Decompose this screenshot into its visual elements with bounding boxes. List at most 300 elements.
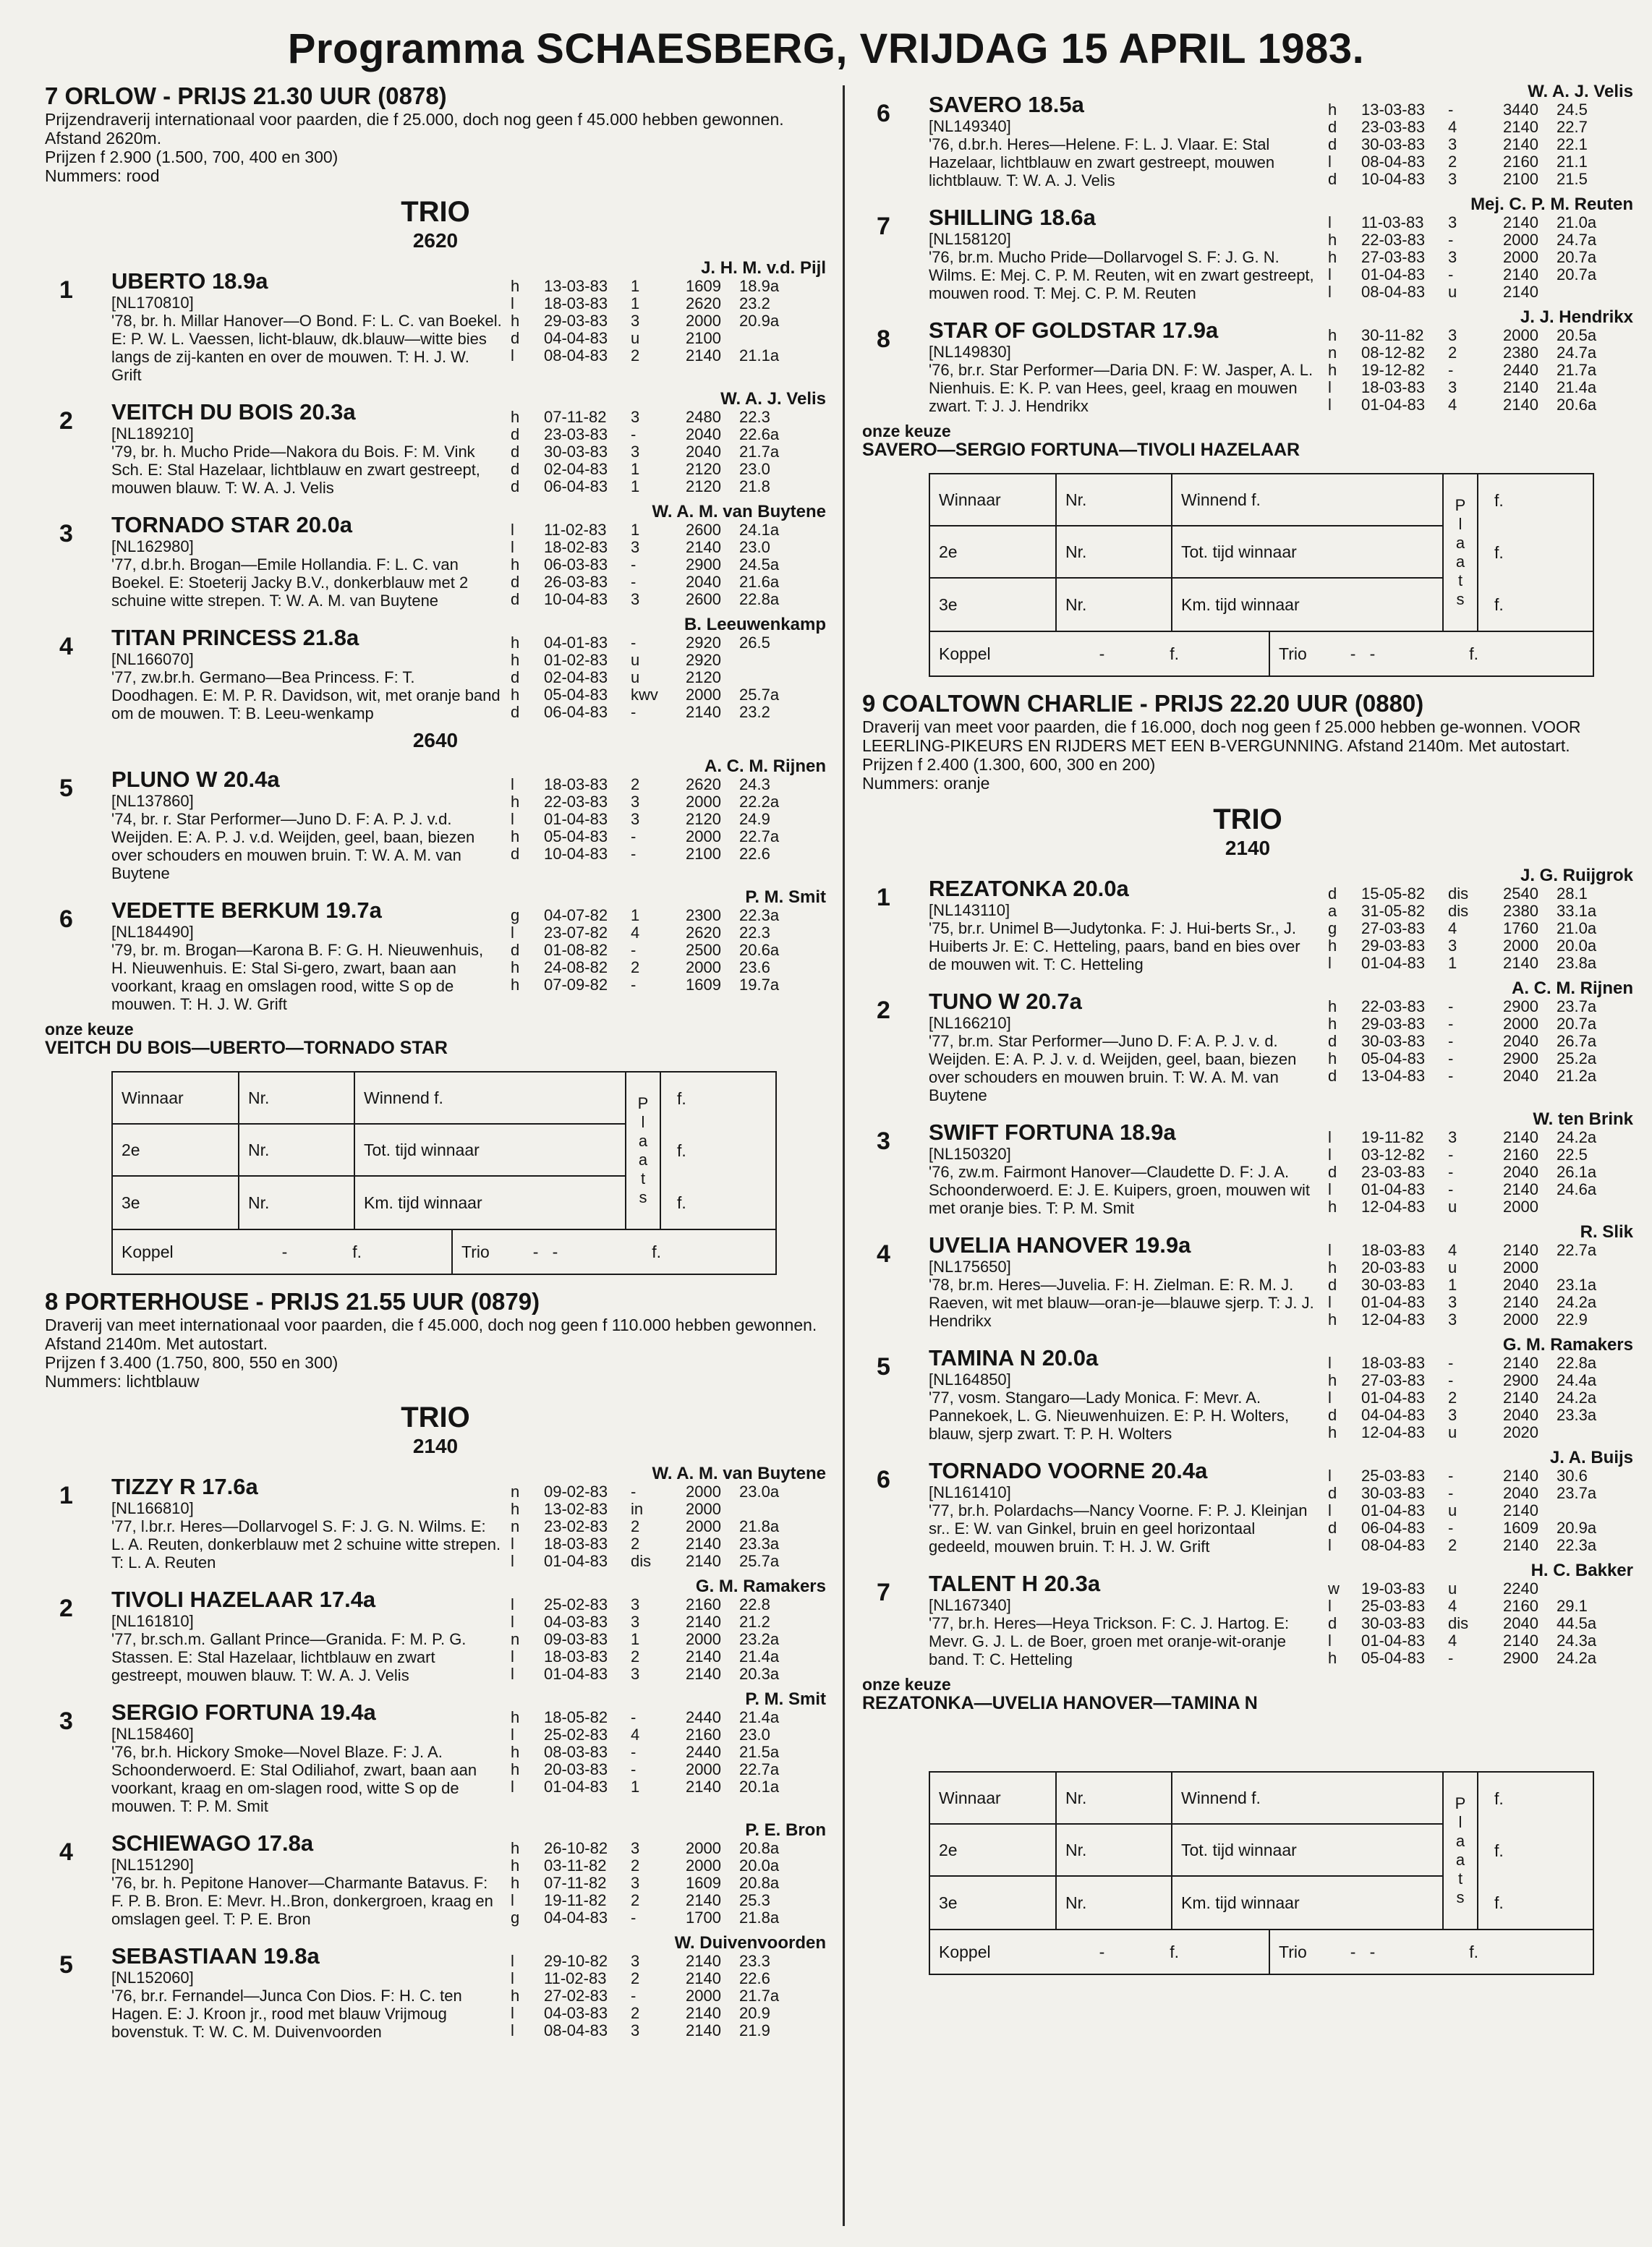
our-choice-pick: REZATONKA—UVELIA HANOVER—TAMINA N bbox=[862, 1693, 1258, 1713]
horse-code: [NL162980] bbox=[111, 537, 194, 555]
km-time bbox=[739, 652, 797, 669]
performance-row bbox=[511, 1909, 826, 1927]
race-conditions: Draverij van meet internationaal voor paarden, die f 45.000, doch nog geen f 110.000 hebben gewonnen. Afstand 2140m. Met autostart. bbox=[45, 1316, 817, 1353]
km-time: 20.3a bbox=[739, 1665, 780, 1683]
performance-row bbox=[1328, 1259, 1633, 1276]
second-label: 2e bbox=[930, 526, 1057, 577]
km-time: 22.3 bbox=[739, 924, 770, 942]
race-distance: 2000 bbox=[686, 1630, 721, 1648]
winner-label: Winnaar bbox=[930, 1773, 1057, 1823]
bet-form-slot bbox=[45, 1071, 826, 1275]
km-time: 29.1 bbox=[1557, 1597, 1588, 1615]
horse-entry bbox=[45, 757, 826, 882]
km-time: 21.2a bbox=[1557, 1067, 1597, 1085]
place-amount-field[interactable]: f. bbox=[1494, 542, 1504, 562]
race-date: 04-04-83 bbox=[544, 1909, 608, 1927]
race-distance: 2160 bbox=[1503, 1146, 1538, 1164]
koppel-field[interactable]: Koppel - f. bbox=[113, 1230, 453, 1274]
track-code: d bbox=[1328, 135, 1337, 153]
race-date: 05-04-83 bbox=[544, 827, 608, 845]
race-date: 30-03-83 bbox=[1361, 1484, 1426, 1502]
km-time: 26.5 bbox=[739, 634, 770, 652]
race-distance: 2440 bbox=[686, 1708, 721, 1726]
track-code: h bbox=[511, 277, 520, 295]
race-distance: 2160 bbox=[686, 1595, 721, 1613]
finish-place: - bbox=[1448, 1032, 1454, 1050]
race-distance: 2140 bbox=[686, 703, 721, 721]
finish-place: 3 bbox=[1448, 937, 1457, 955]
track-code: h bbox=[511, 1856, 520, 1875]
finish-place: - bbox=[631, 703, 636, 721]
performance-row bbox=[511, 1778, 826, 1796]
race-header: 9 COALTOWN CHARLIE - PRIJS 22.20 UUR (0880) bbox=[862, 690, 1424, 717]
horse-description: '77, vosm. Stangaro—Lady Monica. F: Mevr. A. Pannekoek, L. G. Nieuwenhuizen. E: P. H. Wolters, blauw, sjerp zwart. T: P. H. Wolters bbox=[929, 1389, 1290, 1443]
horse-number: 1 bbox=[59, 1482, 73, 1509]
race-distance: 2140 bbox=[686, 1891, 721, 1909]
km-time: 22.7a bbox=[1557, 1241, 1597, 1259]
km-time: 20.8a bbox=[739, 1874, 780, 1892]
performance-row bbox=[1328, 101, 1633, 119]
finish-place: - bbox=[1448, 1484, 1454, 1502]
performance-row bbox=[1328, 920, 1633, 937]
section-heading bbox=[45, 195, 826, 253]
horse-description: '74, br. r. Star Performer—Juno D. F: A. P. J. v.d. Weijden. E: A. P. J. v.d. Weijden, geel, baan, biezen over schouders en mouwen bruin. T: W. A. M. van Buytene bbox=[111, 810, 475, 882]
horse-code: [NL152060] bbox=[111, 1969, 194, 1987]
finish-place: kwv bbox=[631, 686, 658, 704]
track-code: h bbox=[511, 1708, 520, 1726]
koppel-field[interactable]: Koppel - f. bbox=[930, 1930, 1270, 1974]
km-time: 23.2 bbox=[739, 294, 770, 312]
race-distance: 2140 bbox=[686, 1647, 721, 1666]
horse-number: 4 bbox=[59, 633, 73, 660]
horse-description: '77, br.sch.m. Gallant Prince—Granida. F: M. P. G. Stassen. E: Stal Hazelaar, lichtblauw en zwart gestreept, mouwen blauw. T: W. A. J. Velis bbox=[111, 1630, 467, 1684]
finish-place: u bbox=[631, 668, 640, 686]
performance-row bbox=[511, 1518, 826, 1535]
track-code: d bbox=[511, 703, 520, 721]
horse-description: '77, d.br.h. Brogan—Emile Hollandia. F: L. C. van Boekel. E: Stoeterij Jacky B.V., donkerblauw met 2 schuine witte strepen. T: W. A. M. van Buytene bbox=[111, 555, 469, 610]
track-code: h bbox=[1328, 1371, 1337, 1389]
km-time: 24.7a bbox=[1557, 344, 1597, 362]
horse-entry bbox=[862, 1561, 1633, 1668]
finish-place: 1 bbox=[631, 1630, 640, 1648]
race-distance: 2920 bbox=[686, 634, 721, 652]
km-time: 24.3a bbox=[1557, 1632, 1597, 1650]
track-code: l bbox=[1328, 1354, 1332, 1372]
km-time: 22.5 bbox=[1557, 1146, 1588, 1164]
km-time: 23.6 bbox=[739, 958, 770, 976]
trio-field[interactable]: Trio - - f. bbox=[1279, 644, 1479, 663]
horse-name: UVELIA HANOVER 19.9a bbox=[929, 1232, 1191, 1258]
finish-place: 3 bbox=[631, 443, 640, 461]
track-code: l bbox=[1328, 954, 1332, 972]
race-distance: 3440 bbox=[1503, 101, 1538, 119]
race-distance: 2140 bbox=[686, 1613, 721, 1631]
place-amount-field[interactable]: f. bbox=[1494, 1893, 1504, 1912]
km-time: 21.1 bbox=[1557, 153, 1588, 171]
place-amount-field[interactable]: f. bbox=[1494, 1841, 1504, 1860]
performance-row bbox=[511, 652, 826, 669]
horse-entry bbox=[862, 195, 1633, 302]
horse-entry bbox=[45, 1464, 826, 1572]
km-time: 21.1a bbox=[739, 346, 780, 364]
number-field[interactable]: Nr. bbox=[1057, 1773, 1172, 1823]
km-time: 22.3a bbox=[739, 906, 780, 924]
race-distance: 2240 bbox=[1503, 1579, 1538, 1598]
race-date: 27-03-83 bbox=[1361, 919, 1426, 937]
km-time: 30.6 bbox=[1557, 1467, 1588, 1485]
performance-row bbox=[511, 1631, 826, 1648]
finish-place: - bbox=[1448, 231, 1454, 249]
driver-name: J. G. Ruijgrok bbox=[1520, 866, 1633, 885]
number-field[interactable]: Nr. bbox=[239, 1125, 355, 1175]
performance-row bbox=[1328, 1372, 1633, 1389]
track-code: h bbox=[1328, 997, 1337, 1015]
race-date: 06-03-83 bbox=[544, 555, 608, 574]
race-distance: 2120 bbox=[686, 460, 721, 478]
race-distance: 2140 bbox=[1503, 1241, 1538, 1259]
race-distance: 2000 bbox=[1503, 1198, 1538, 1216]
track-code: h bbox=[1328, 248, 1337, 266]
horse-code: [NL158460] bbox=[111, 1725, 194, 1743]
finish-place: 4 bbox=[1448, 396, 1457, 414]
performance-row bbox=[1328, 1311, 1633, 1329]
finish-place: 4 bbox=[1448, 1632, 1457, 1650]
race-distance: 2140 bbox=[686, 2021, 721, 2039]
km-time: 20.8a bbox=[739, 1839, 780, 1857]
race-distance: 2040 bbox=[1503, 1484, 1538, 1502]
bet-form bbox=[111, 1071, 777, 1275]
performance-row bbox=[1328, 153, 1633, 171]
track-code: l bbox=[1328, 213, 1332, 231]
race-date: 15-05-82 bbox=[1361, 884, 1426, 903]
km-time: 21.4a bbox=[1557, 378, 1597, 396]
km-time: 25.7a bbox=[739, 1552, 780, 1570]
track-code: l bbox=[511, 1647, 514, 1666]
km-time: 22.3 bbox=[739, 408, 770, 426]
place-amount-field[interactable]: f. bbox=[1494, 594, 1504, 614]
race-date: 01-04-83 bbox=[1361, 1632, 1426, 1650]
horse-code: [NL166210] bbox=[929, 1014, 1011, 1032]
track-code: h bbox=[511, 827, 520, 845]
performance-row bbox=[1328, 231, 1633, 249]
finish-place: u bbox=[1448, 1501, 1457, 1519]
race-date: 08-03-83 bbox=[544, 1743, 608, 1761]
race-distance: 2000 bbox=[686, 827, 721, 845]
race-header: 7 ORLOW - PRIJS 21.30 UUR (0878) bbox=[45, 82, 447, 109]
place-amount-field[interactable]: f. bbox=[1494, 490, 1504, 510]
km-time: 22.1 bbox=[1557, 135, 1588, 153]
number-field[interactable]: Nr. bbox=[1057, 474, 1172, 525]
horse-code: [NL137860] bbox=[111, 792, 194, 810]
trio-field[interactable]: Trio - - f. bbox=[461, 1242, 662, 1261]
km-time: 20.9a bbox=[1557, 1519, 1597, 1537]
performance-row bbox=[511, 409, 826, 426]
race-date: 03-12-82 bbox=[1361, 1146, 1426, 1164]
horse-entry bbox=[862, 1336, 1633, 1443]
race-distance: 2380 bbox=[1503, 902, 1538, 920]
performance-row bbox=[1328, 119, 1633, 136]
track-code: l bbox=[511, 1969, 514, 1987]
finish-place: - bbox=[631, 1708, 636, 1726]
finish-place: 2 bbox=[631, 958, 640, 976]
number-field[interactable]: Nr. bbox=[239, 1177, 355, 1229]
race-distance: 2140 bbox=[1503, 283, 1538, 301]
race-distance: 2160 bbox=[686, 1726, 721, 1744]
km-time: 20.1a bbox=[739, 1778, 780, 1796]
performance-row bbox=[511, 704, 826, 721]
horse-name: PLUNO W 20.4a bbox=[111, 767, 280, 792]
km-time-field[interactable]: Km. tijd winnaar bbox=[1172, 1877, 1444, 1929]
km-time: 23.7a bbox=[1557, 1484, 1597, 1502]
race-distance: 2000 bbox=[686, 1760, 721, 1778]
finish-place: 2 bbox=[1448, 153, 1457, 171]
place-amount-field[interactable]: f. bbox=[677, 1140, 686, 1160]
track-code: l bbox=[1328, 1501, 1332, 1519]
horse-number: 6 bbox=[877, 1466, 890, 1493]
horse-code: [NL170810] bbox=[111, 294, 194, 312]
performance-row bbox=[511, 574, 826, 591]
track-code: l bbox=[511, 1613, 514, 1631]
number-field[interactable]: Nr. bbox=[1057, 1825, 1172, 1875]
win-amount-field[interactable]: Winnend f. bbox=[1172, 1773, 1444, 1823]
finish-place: 2 bbox=[1448, 1536, 1457, 1554]
finish-place: 3 bbox=[1448, 1293, 1457, 1311]
race-distance: 2140 bbox=[686, 1952, 721, 1970]
track-code: h bbox=[1328, 1198, 1337, 1216]
race-date: 23-03-83 bbox=[544, 425, 608, 443]
horse-number: 4 bbox=[877, 1240, 890, 1268]
performance-row bbox=[511, 1648, 826, 1666]
finish-place: dis bbox=[1448, 902, 1469, 920]
race-date: 12-04-83 bbox=[1361, 1423, 1426, 1441]
race-date: 23-07-82 bbox=[544, 924, 608, 942]
race-distance: 2000 bbox=[686, 312, 721, 330]
track-code: d bbox=[1328, 884, 1337, 903]
track-code: l bbox=[1328, 1389, 1332, 1407]
win-amount-field[interactable]: Winnend f. bbox=[355, 1073, 626, 1123]
finish-place: 3 bbox=[1448, 1310, 1457, 1329]
performance-row bbox=[511, 669, 826, 686]
km-time bbox=[1557, 1259, 1614, 1276]
horse-name: TORNADO VOORNE 20.4a bbox=[929, 1458, 1208, 1483]
performance-row bbox=[1328, 362, 1633, 379]
race-prizes: Prijzen f 2.400 (1.300, 600, 300 en 200) bbox=[862, 755, 1156, 774]
number-field[interactable]: Nr. bbox=[1057, 526, 1172, 577]
race-numbers: Nummers: rood bbox=[45, 166, 160, 185]
our-choice bbox=[45, 1020, 826, 1058]
race-distance: 1609 bbox=[686, 277, 721, 295]
race-8-continued bbox=[862, 82, 1633, 677]
finish-place: - bbox=[631, 634, 636, 652]
finish-place: - bbox=[631, 573, 636, 591]
place-amount-field[interactable]: f. bbox=[677, 1088, 686, 1108]
km-time: 25.2a bbox=[1557, 1049, 1597, 1067]
finish-place: 1 bbox=[631, 906, 640, 924]
horse-number: 2 bbox=[59, 1595, 73, 1622]
finish-place: u bbox=[1448, 1423, 1457, 1441]
koppel-field[interactable]: Koppel - f. bbox=[930, 632, 1270, 675]
track-code: a bbox=[1328, 902, 1337, 920]
performance-row bbox=[1328, 1050, 1633, 1067]
km-time-field[interactable]: Km. tijd winnaar bbox=[1172, 579, 1444, 631]
race-date: 01-04-83 bbox=[1361, 265, 1426, 283]
race-distance: 2140 bbox=[686, 346, 721, 364]
race-distance: 2120 bbox=[686, 668, 721, 686]
race-date: 22-03-83 bbox=[1361, 231, 1426, 249]
performance-row bbox=[511, 776, 826, 793]
number-field[interactable]: Nr. bbox=[1057, 1877, 1172, 1929]
place-amount-field[interactable]: f. bbox=[677, 1193, 686, 1212]
race-date: 03-11-82 bbox=[544, 1856, 607, 1875]
race-distance: 2100 bbox=[686, 845, 721, 863]
race-distance: 2000 bbox=[686, 1483, 721, 1501]
track-code: h bbox=[1328, 231, 1337, 249]
km-time: 21.2 bbox=[739, 1613, 770, 1631]
track-code: l bbox=[1328, 1180, 1332, 1198]
total-time-field[interactable]: Tot. tijd winnaar bbox=[1172, 526, 1444, 577]
performance-row bbox=[511, 1761, 826, 1778]
performance-row bbox=[1328, 283, 1633, 301]
km-time: 25.7a bbox=[739, 686, 780, 704]
horse-number: 4 bbox=[59, 1838, 73, 1866]
finish-place: 3 bbox=[631, 1952, 640, 1970]
finish-place: dis bbox=[1448, 1614, 1469, 1632]
horse-name: SHILLING 18.6a bbox=[929, 205, 1096, 230]
race-date: 01-04-83 bbox=[544, 810, 608, 828]
track-code: l bbox=[511, 1778, 514, 1796]
km-time: 20.0a bbox=[739, 1856, 780, 1875]
driver-name: J. A. Buijs bbox=[1549, 1448, 1633, 1467]
driver-name: W. A. J. Velis bbox=[1528, 82, 1633, 101]
race-distance: 2040 bbox=[686, 425, 721, 443]
performance-row bbox=[511, 976, 826, 994]
race-distance: 2900 bbox=[1503, 1049, 1538, 1067]
finish-place: - bbox=[1448, 1163, 1454, 1181]
race-8 bbox=[45, 1288, 826, 2041]
finish-place: 4 bbox=[631, 1726, 640, 1744]
race-date: 08-12-82 bbox=[1361, 344, 1426, 362]
track-code: h bbox=[511, 976, 520, 994]
driver-name: J. H. M. v.d. Pijl bbox=[701, 258, 826, 278]
total-time-field[interactable]: Tot. tijd winnaar bbox=[1172, 1825, 1444, 1875]
km-time bbox=[1557, 1424, 1614, 1441]
place-amount-field[interactable]: f. bbox=[1494, 1788, 1504, 1808]
driver-name: A. C. M. Rijnen bbox=[1512, 978, 1633, 998]
finish-place: 3 bbox=[1448, 170, 1457, 188]
finish-place: 3 bbox=[631, 2021, 640, 2039]
distance-label: 2620 bbox=[412, 229, 459, 252]
driver-name: P. M. Smit bbox=[745, 1689, 826, 1709]
performance-row bbox=[1328, 1015, 1633, 1033]
track-code: h bbox=[511, 1500, 520, 1518]
horse-name: REZATONKA 20.0a bbox=[929, 876, 1129, 901]
race-prizes: Prijzen f 3.400 (1.750, 800, 550 en 300) bbox=[45, 1353, 339, 1372]
track-code: n bbox=[1328, 344, 1337, 362]
km-time: 22.8a bbox=[739, 590, 780, 608]
race-date: 30-03-83 bbox=[1361, 1276, 1426, 1294]
race-date: 01-02-83 bbox=[544, 651, 608, 669]
horse-entry bbox=[45, 1934, 826, 2041]
horse-description: '77, zw.br.h. Germano—Bea Princess. F: T. Doodhagen. E: M. P. R. Davidson, wit, met oranje band om de mouwen. T: B. Leeu-wenkamp bbox=[111, 668, 501, 722]
km-time: 23.0 bbox=[739, 460, 770, 478]
performance-row bbox=[1328, 136, 1633, 153]
horse-name: TIVOLI HAZELAAR 17.4a bbox=[111, 1587, 376, 1612]
race-distance: 2140 bbox=[1503, 1536, 1538, 1554]
number-field[interactable]: Nr. bbox=[1057, 579, 1172, 631]
number-field[interactable]: Nr. bbox=[239, 1073, 355, 1123]
race-distance: 2300 bbox=[686, 906, 721, 924]
track-code: d bbox=[511, 590, 520, 608]
race-distance: 1609 bbox=[686, 976, 721, 994]
race-date: 26-10-82 bbox=[544, 1839, 608, 1857]
race-distance: 2600 bbox=[686, 521, 721, 539]
race-date: 27-02-83 bbox=[544, 1987, 608, 2005]
race-date: 23-02-83 bbox=[544, 1517, 608, 1535]
horse-entry bbox=[862, 308, 1633, 415]
performance-row bbox=[1328, 1242, 1633, 1259]
track-code: h bbox=[511, 555, 520, 574]
finish-place: 2 bbox=[1448, 1389, 1457, 1407]
performance-row bbox=[511, 686, 826, 704]
race-date: 25-03-83 bbox=[1361, 1467, 1426, 1485]
track-code: h bbox=[511, 686, 520, 704]
km-time bbox=[1557, 1502, 1614, 1519]
finish-place: - bbox=[1448, 1180, 1454, 1198]
km-time: 23.2 bbox=[739, 703, 770, 721]
performance-row bbox=[511, 2022, 826, 2039]
driver-name: B. Leeuwenkamp bbox=[684, 615, 826, 634]
win-amount-field[interactable]: Winnend f. bbox=[1172, 474, 1444, 525]
performance-row bbox=[1328, 1467, 1633, 1485]
trio-field[interactable]: Trio - - f. bbox=[1279, 1942, 1479, 1961]
km-time-field[interactable]: Km. tijd winnaar bbox=[355, 1177, 626, 1229]
finish-place: - bbox=[1448, 1067, 1454, 1085]
finish-place: - bbox=[631, 1909, 636, 1927]
race-date: 01-04-83 bbox=[1361, 1293, 1426, 1311]
track-code: h bbox=[1328, 101, 1337, 119]
km-time: 23.0 bbox=[739, 538, 770, 556]
race-distance: 2480 bbox=[686, 408, 721, 426]
finish-place: - bbox=[631, 425, 636, 443]
race-date: 04-07-82 bbox=[544, 906, 608, 924]
our-choice-label: onze keuze bbox=[862, 1675, 951, 1694]
performance-row bbox=[511, 278, 826, 295]
track-code: h bbox=[1328, 1649, 1337, 1667]
track-code: l bbox=[1328, 1241, 1332, 1259]
track-code: l bbox=[511, 1535, 514, 1553]
horse-list bbox=[862, 866, 1633, 1668]
finish-place: 1 bbox=[631, 277, 640, 295]
km-time: 22.6a bbox=[739, 425, 780, 443]
race-date: 18-03-83 bbox=[544, 1647, 608, 1666]
km-time bbox=[739, 1501, 797, 1518]
race-date: 30-03-83 bbox=[1361, 1614, 1426, 1632]
our-choice-label: onze keuze bbox=[862, 422, 951, 440]
finish-place: dis bbox=[631, 1552, 652, 1570]
total-time-field[interactable]: Tot. tijd winnaar bbox=[355, 1125, 626, 1175]
race-distance: 2620 bbox=[686, 924, 721, 942]
horse-entry bbox=[45, 1577, 826, 1684]
performance-row bbox=[1328, 1632, 1633, 1650]
finish-place: 3 bbox=[631, 1613, 640, 1631]
race-date: 24-08-82 bbox=[544, 958, 608, 976]
race-distance: 2140 bbox=[1503, 1180, 1538, 1198]
finish-place: 3 bbox=[1448, 1128, 1457, 1146]
race-7 bbox=[45, 82, 826, 1275]
finish-place: 2 bbox=[631, 1856, 640, 1875]
driver-name: J. J. Hendrikx bbox=[1520, 307, 1633, 327]
km-time: 21.6a bbox=[739, 573, 780, 591]
